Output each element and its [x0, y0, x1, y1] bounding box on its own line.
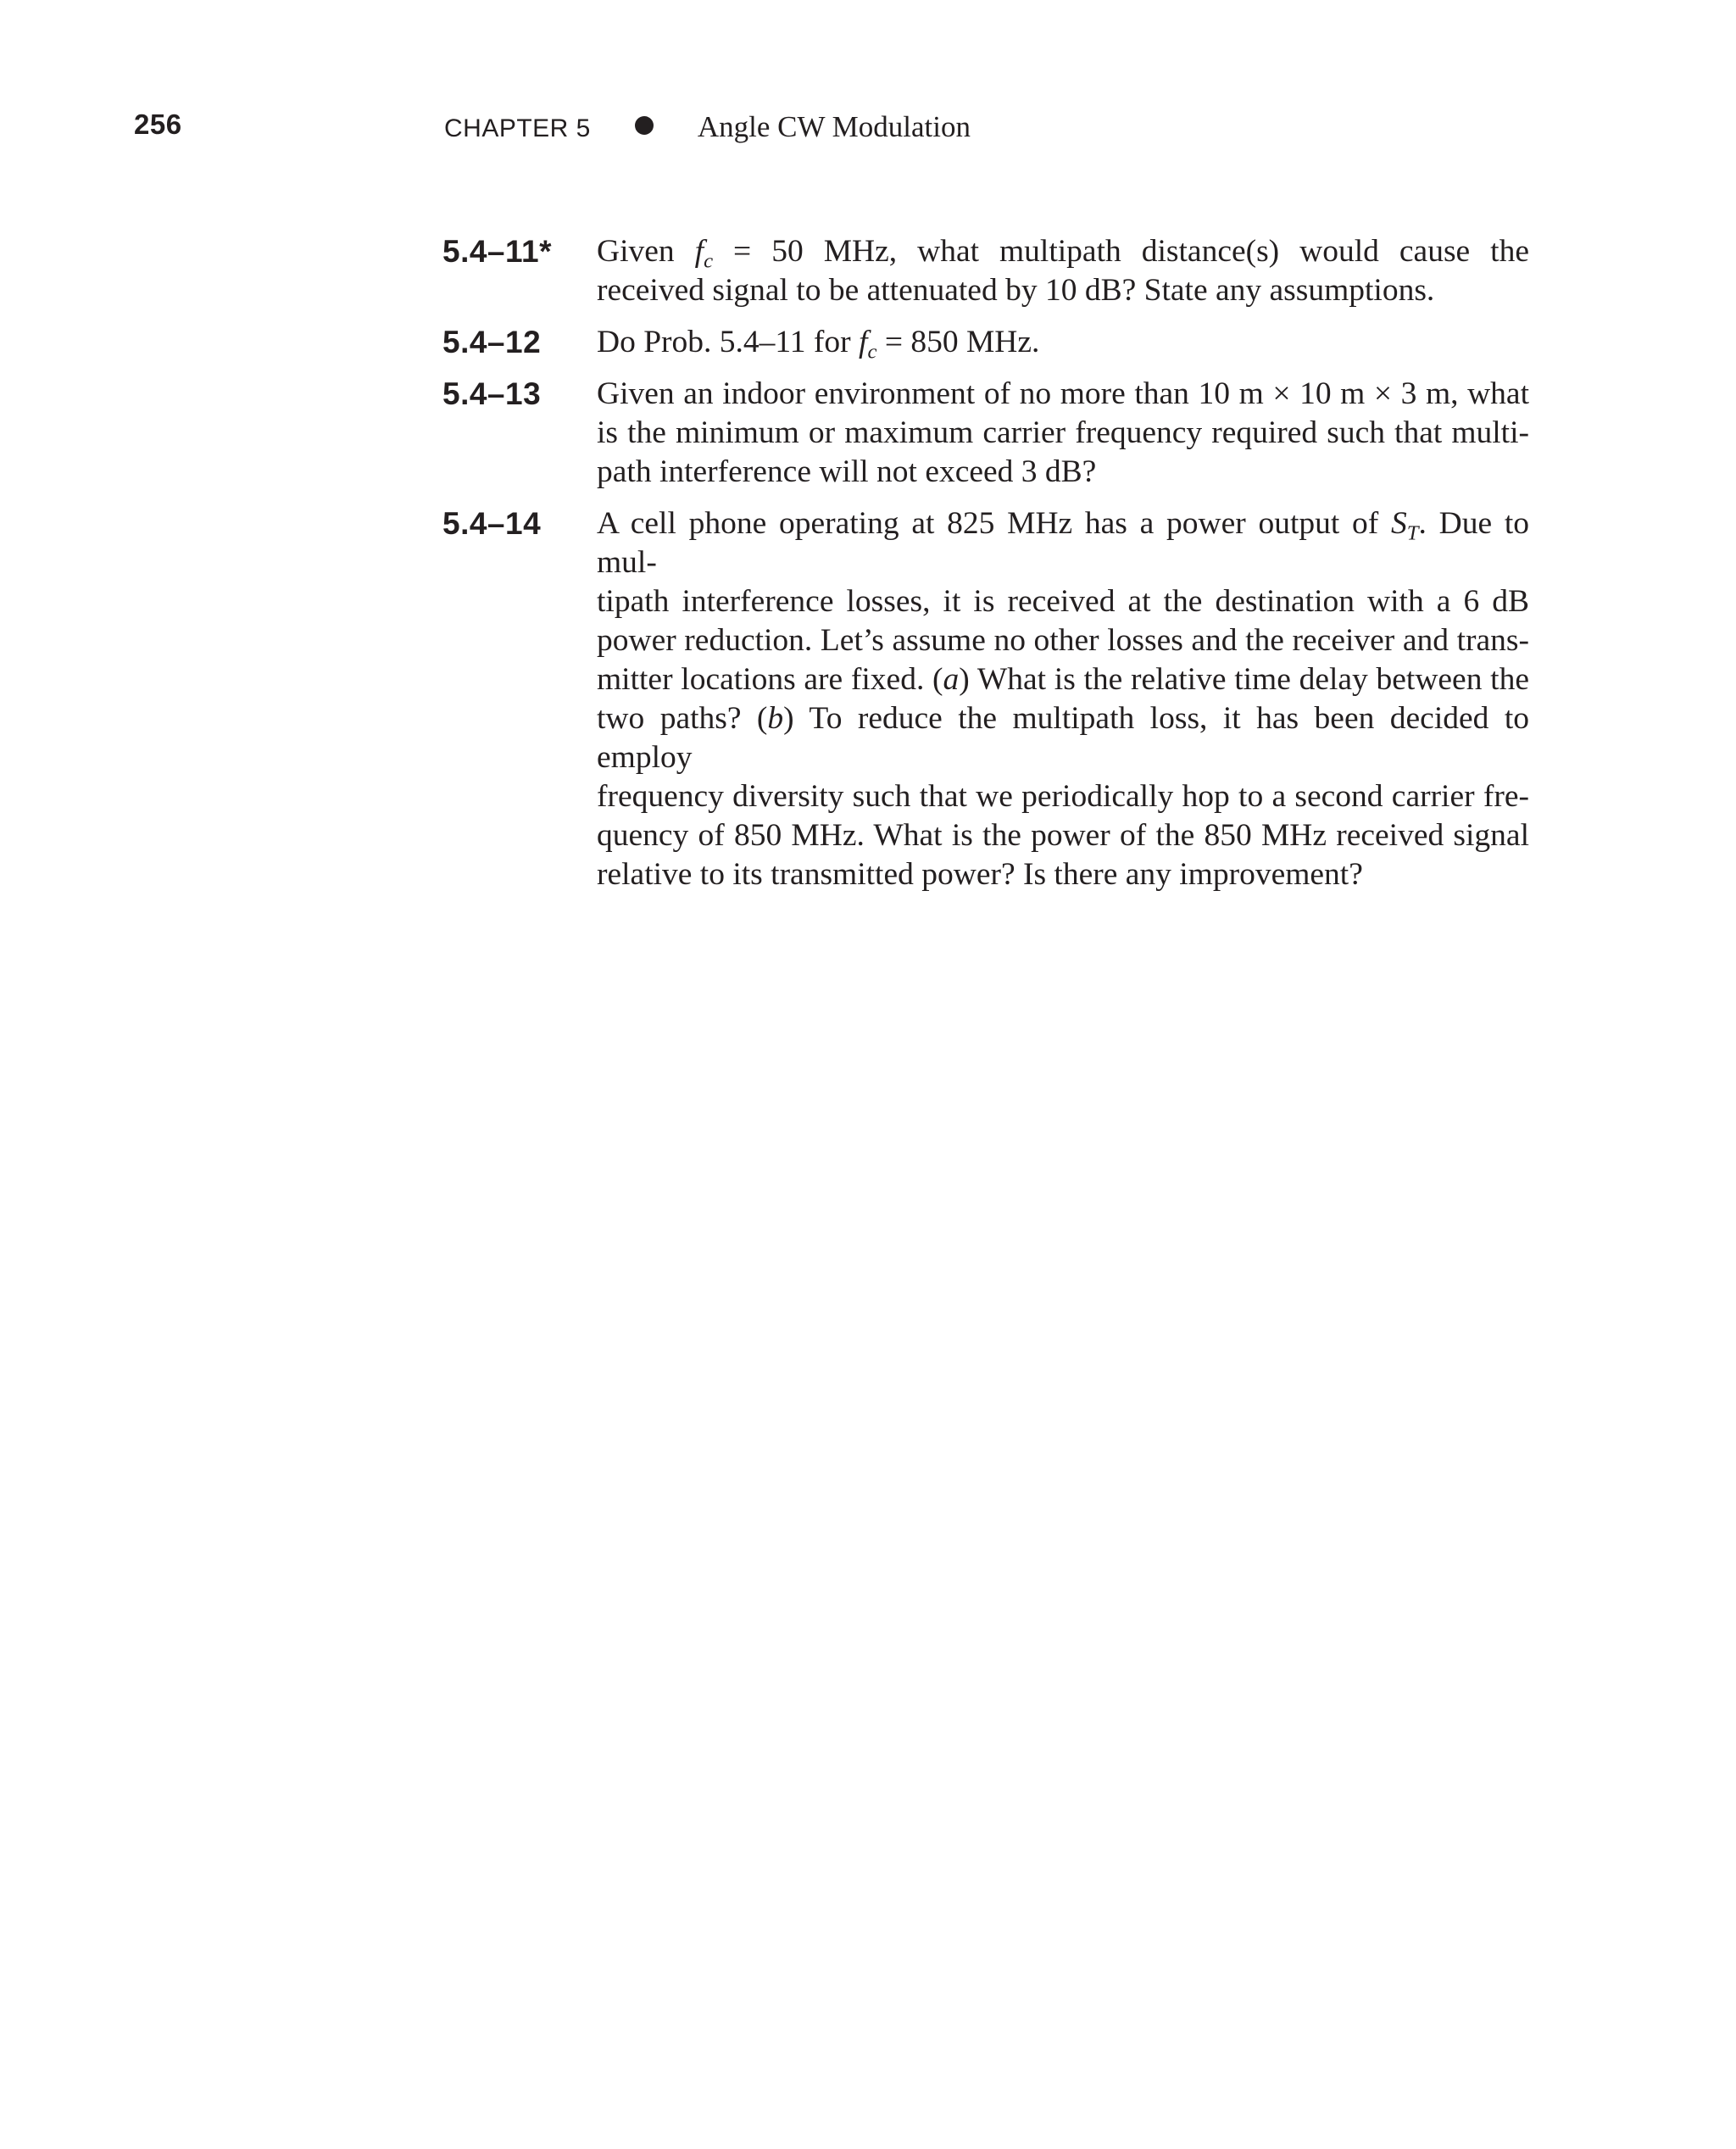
- problem-text: [597, 232, 1529, 310]
- bullet-icon: [635, 116, 654, 135]
- text-line: relative to its transmitted power? Is there any improvement?: [597, 857, 1363, 892]
- chapter-title: Angle CW Modulation: [697, 110, 971, 143]
- text-line: two paths? (b) To reduce the multipath loss, it has been decided to employ: [597, 701, 1529, 775]
- problem-number: 5.4–12: [442, 325, 542, 359]
- text-line: received signal to be attenuated by 10 dB? State any assumptions.: [597, 273, 1435, 308]
- text-line: tipath interference losses, it is received at the destination with a 6 dB: [597, 584, 1529, 619]
- problem-5-4-11: [442, 232, 1529, 310]
- problem-number: 5.4–13: [442, 376, 542, 411]
- chapter-label: CHAPTER 5: [444, 114, 591, 142]
- page-number: 256: [134, 109, 182, 140]
- problem-text: [597, 504, 1529, 894]
- text-line: quency of 850 MHz. What is the power of the 850 MHz received signal: [597, 818, 1529, 853]
- text-line: mitter locations are fixed. (a) What is the relative time delay between the: [597, 662, 1529, 697]
- problem-text: [597, 375, 1529, 492]
- problem-5-4-12: [442, 323, 1529, 362]
- problem-number: 5.4–14: [442, 506, 542, 541]
- text-line: frequency diversity such that we periodically hop to a second carrier fre-: [597, 779, 1529, 814]
- text-line: power reduction. Let’s assume no other losses and the receiver and trans-: [597, 623, 1529, 658]
- text-line: Do Prob. 5.4–11 for $f_c = 850$ MHz.: [597, 325, 1040, 364]
- text-line: is the minimum or maximum carrier frequency required such that multi-: [597, 415, 1529, 450]
- problem-number: 5.4–11*: [442, 234, 553, 269]
- running-head: [444, 110, 971, 144]
- problem-text: [597, 323, 1529, 362]
- text-line: path interference will not exceed 3 dB?: [597, 454, 1097, 489]
- text-line: Given $f_c = 50$ MHz, what multipath distance(s) would cause the: [597, 234, 1529, 273]
- problem-5-4-13: [442, 375, 1529, 492]
- text-line: Given an indoor environment of no more than 10 m × 10 m × 3 m, what: [597, 376, 1529, 411]
- problem-5-4-14: [442, 504, 1529, 894]
- text-line: A cell phone operating at 825 MHz has a power output of $S_T$. Due to mul-: [597, 506, 1529, 580]
